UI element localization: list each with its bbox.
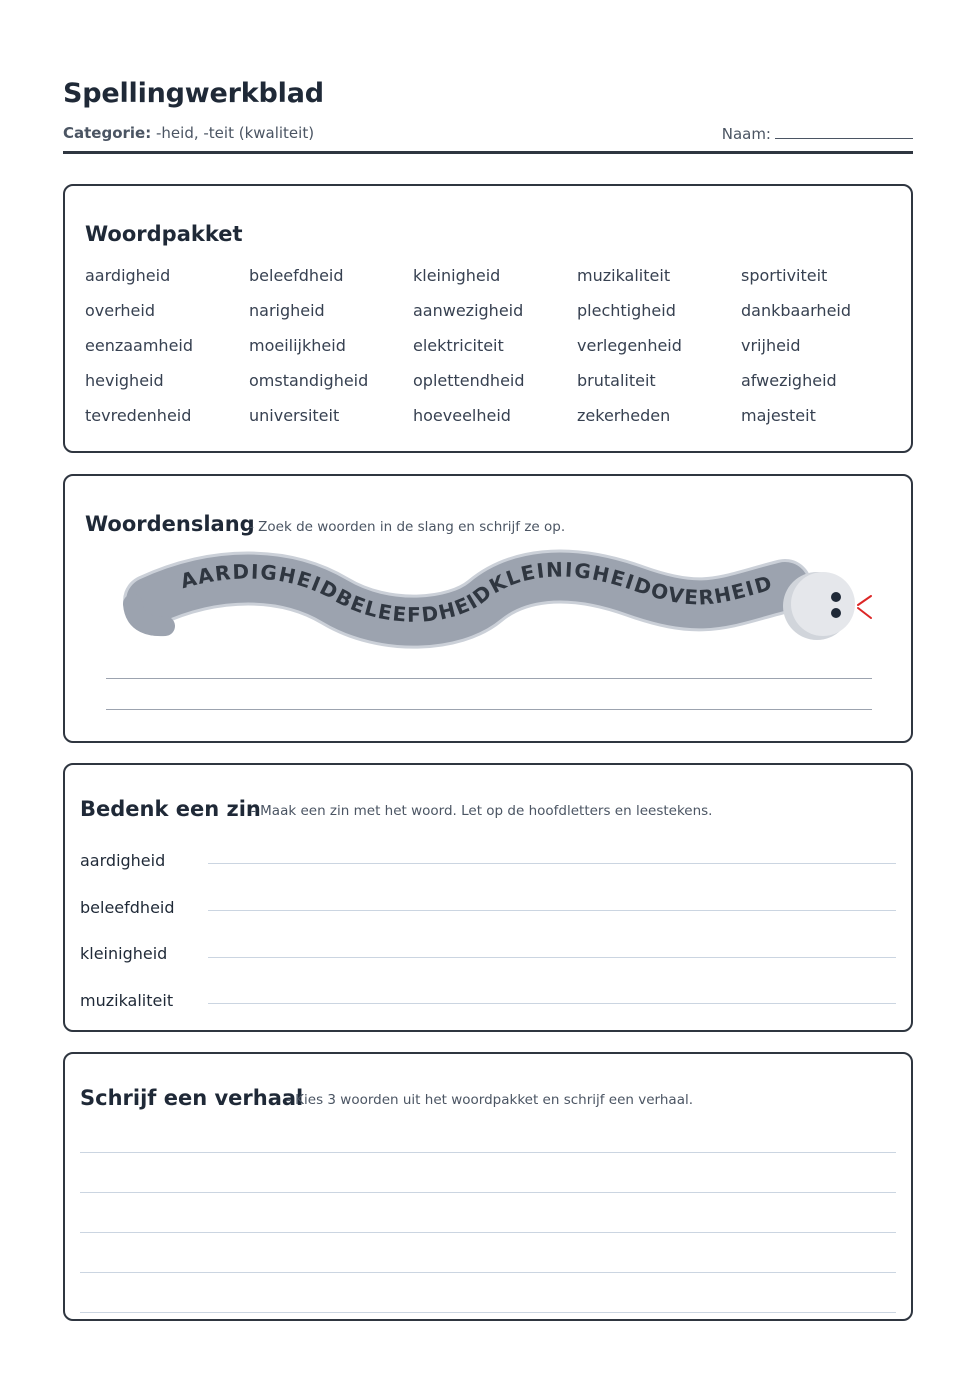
- word-item: hevigheid: [85, 371, 164, 390]
- word-item: verlegenheid: [577, 336, 682, 355]
- verhaal-section: [63, 1052, 913, 1321]
- snake-text: AARDIGHEIDBELEEFDHEIDKLEINIGHEIDOVERHEID: [177, 557, 776, 627]
- word-item: kleinigheid: [413, 266, 501, 285]
- word-item: afwezigheid: [741, 371, 837, 390]
- name-label: Naam:: [721, 125, 771, 143]
- word-item: oplettendheid: [413, 371, 525, 390]
- woordpakket-title: Woordpakket: [85, 222, 243, 246]
- snake-head: [791, 572, 855, 636]
- story-line[interactable]: [80, 1272, 896, 1273]
- name-input-line[interactable]: [775, 124, 913, 139]
- word-item: aanwezigheid: [413, 301, 524, 320]
- word-item: moeilijkheid: [249, 336, 346, 355]
- sentence-word: aardigheid: [80, 851, 166, 870]
- category-label: Categorie:: [63, 124, 152, 142]
- sentence-line[interactable]: [208, 1003, 896, 1004]
- woordenslang-instruction: - Zoek de woorden in de slang en schrijf ze op.: [249, 519, 566, 535]
- snake-eye-top: [831, 592, 841, 602]
- word-item: sportiviteit: [741, 266, 828, 285]
- sentence-word: muzikaliteit: [80, 991, 174, 1010]
- word-item: narigheid: [249, 301, 325, 320]
- sentence-word: beleefdheid: [80, 898, 175, 917]
- word-item: overheid: [85, 301, 155, 320]
- story-line[interactable]: [80, 1192, 896, 1193]
- category-line: [63, 124, 314, 142]
- woordpakket-section: [63, 184, 913, 453]
- verhaal-instruction: - Kies 3 woorden uit het woordpakket en schrijf een verhaal.: [286, 1092, 694, 1108]
- sentence-line[interactable]: [208, 863, 896, 864]
- word-item: brutaliteit: [577, 371, 656, 390]
- page-title: Spellingwerkblad: [63, 78, 324, 109]
- word-item: vrijheid: [741, 336, 801, 355]
- word-item: eenzaamheid: [85, 336, 194, 355]
- verhaal-title: Schrijf een verhaal: [80, 1086, 304, 1110]
- woordenslang-title: Woordenslang: [85, 512, 255, 536]
- word-item: dankbaarheid: [741, 301, 852, 320]
- bedenk-zin-title: Bedenk een zin: [80, 797, 261, 821]
- answer-line[interactable]: [106, 709, 872, 710]
- snake-eye-bottom: [831, 608, 841, 618]
- word-item: tevredenheid: [85, 406, 192, 425]
- word-item: majesteit: [741, 406, 816, 425]
- answer-line[interactable]: [106, 678, 872, 679]
- category-value: -heid, -teit (kwaliteit): [151, 124, 315, 142]
- story-line[interactable]: [80, 1232, 896, 1233]
- story-line[interactable]: [80, 1152, 896, 1153]
- word-item: omstandigheid: [249, 371, 369, 390]
- word-item: aardigheid: [85, 266, 171, 285]
- woordenslang-section: [63, 474, 913, 743]
- bedenk-zin-section: [63, 763, 913, 1032]
- word-item: universiteit: [249, 406, 340, 425]
- word-item: plechtigheid: [577, 301, 676, 320]
- word-item: muzikaliteit: [577, 266, 671, 285]
- sentence-line[interactable]: [208, 957, 896, 958]
- snake-tongue: [858, 596, 871, 618]
- word-item: beleefdheid: [249, 266, 344, 285]
- worksheet-header: [63, 78, 913, 154]
- word-snake: [65, 476, 910, 740]
- sentence-word: kleinigheid: [80, 944, 168, 963]
- word-item: hoeveelheid: [413, 406, 511, 425]
- story-line[interactable]: [80, 1312, 896, 1313]
- sentence-line[interactable]: [208, 910, 896, 911]
- bedenk-zin-instruction: - Maak een zin met het woord. Let op de hoofdletters en leestekens.: [251, 803, 713, 819]
- name-field: [722, 124, 913, 143]
- word-item: elektriciteit: [413, 336, 504, 355]
- word-item: zekerheden: [577, 406, 671, 425]
